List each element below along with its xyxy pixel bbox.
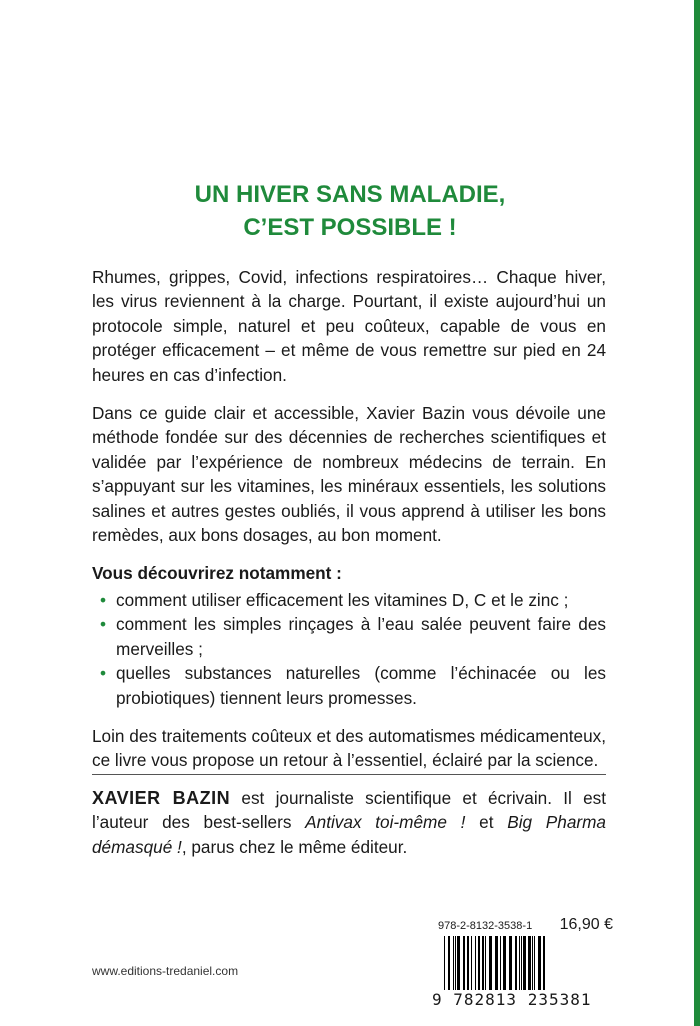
paragraph-method: Dans ce guide clair et accessible, Xavier Bazin vous dévoile une méthode fondée sur des décennies de recherches scientifiques et validée par l’expérience de nombreux médecins de terrain. En s’appuyant sur les vitamines, les minéraux essentiels, les solutions salines et autres gestes oubliés, il vous apprend à utiliser les bons remèdes, aux bons dosages, au bon moment. bbox=[92, 403, 606, 546]
barcode-bar bbox=[455, 936, 456, 992]
list-item-text: quelles substances naturelles (comme l’échinacée ou les probiotiques) tiennent leurs promesses. bbox=[116, 663, 606, 708]
bullet-icon: • bbox=[100, 663, 107, 684]
barcode-bar bbox=[521, 936, 522, 992]
list-item bbox=[100, 612, 606, 661]
author-bio bbox=[92, 786, 606, 859]
barcode-bar bbox=[534, 936, 535, 992]
barcode-bar bbox=[495, 936, 498, 992]
paragraph-closing: Loin des traitements coûteux et des automatismes médicamenteux, ce livre vous propose un retour à l’essentiel, éclairé par la science. bbox=[92, 725, 606, 771]
barcode-bar bbox=[475, 936, 476, 992]
barcode-bar bbox=[503, 936, 506, 992]
isbn: 978-2-8132-3538-1 bbox=[438, 920, 533, 932]
barcode-digits: 9 782813 235381 bbox=[432, 990, 617, 1009]
list-item-text: comment utiliser efficacement les vitamines D, C et le zinc ; bbox=[116, 589, 569, 610]
barcode-bars bbox=[438, 936, 613, 992]
description-text bbox=[92, 265, 606, 787]
discover-heading: Vous découvrirez notamment : bbox=[92, 563, 342, 584]
bio-text-1: est journaliste scientifique et écrivain. Il est l’auteur des best-sellers bbox=[92, 788, 606, 833]
barcode-bar bbox=[489, 936, 492, 992]
barcode-bar bbox=[467, 936, 469, 992]
list-item bbox=[100, 588, 606, 612]
publisher-website: www.editions-tredaniel.com bbox=[92, 964, 239, 978]
barcode-bar bbox=[453, 936, 454, 992]
headline-line-1: UN HIVER SANS MALADIE, bbox=[194, 181, 506, 208]
divider bbox=[92, 774, 606, 775]
barcode-bar bbox=[448, 936, 450, 992]
book-title-1: Antivax toi-même ! bbox=[305, 812, 466, 833]
list-item bbox=[100, 661, 606, 710]
list-item-text: comment les simples rinçages à l’eau salée peuvent faire des merveilles ; bbox=[116, 614, 606, 659]
barcode-bar bbox=[543, 936, 545, 992]
barcode-bar bbox=[532, 936, 533, 992]
barcode-bar bbox=[457, 936, 460, 992]
price: 16,90 € bbox=[559, 916, 613, 933]
barcode-bar bbox=[515, 936, 517, 992]
barcode-bar bbox=[519, 936, 520, 992]
barcode-bar bbox=[523, 936, 526, 992]
paragraph-intro: Rhumes, grippes, Covid, infections respiratoires… Chaque hiver, les virus reviennent à la charge. Pourtant, il existe aujourd’hui un protocole simple, naturel et peu coûteux, capable de vous en protéger efficacement – et même de vous remettre sur pied en 24 heures en cas d’infection. bbox=[92, 267, 606, 385]
barcode-bar bbox=[478, 936, 480, 992]
bio-text-2: et bbox=[465, 812, 508, 833]
barcode-bar bbox=[538, 936, 541, 992]
barcode-icon bbox=[438, 936, 613, 996]
barcode-bar bbox=[482, 936, 484, 992]
discover-list bbox=[92, 588, 606, 710]
barcode-bar bbox=[444, 936, 445, 992]
bio-text-3: , parus chez le même éditeur. bbox=[181, 836, 408, 857]
book-title-2: Big Pharma démasqué ! bbox=[92, 812, 606, 857]
headline bbox=[0, 178, 700, 244]
barcode-bar bbox=[500, 936, 501, 992]
headline-line-2: C’EST POSSIBLE ! bbox=[243, 214, 457, 241]
barcode-bar bbox=[485, 936, 486, 992]
barcode-bar bbox=[463, 936, 465, 992]
barcode-bar bbox=[528, 936, 531, 992]
green-edge-stripe bbox=[694, 0, 700, 1026]
bullet-icon: • bbox=[100, 614, 107, 635]
barcode-bar bbox=[509, 936, 512, 992]
barcode-bar bbox=[471, 936, 472, 992]
author-name: XAVIER BAZIN bbox=[92, 788, 231, 808]
isbn-price-row bbox=[438, 916, 613, 934]
bullet-icon: • bbox=[100, 589, 107, 610]
